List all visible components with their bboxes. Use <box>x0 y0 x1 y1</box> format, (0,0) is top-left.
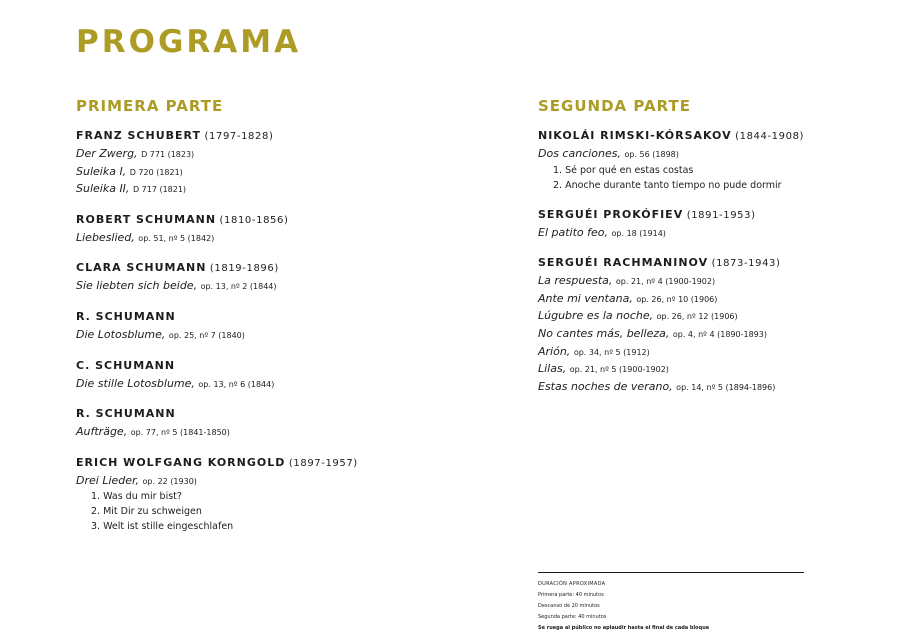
work-item <box>538 360 898 378</box>
composer-group <box>76 357 496 393</box>
song-item: 3. Welt ist stille eingeschlafen <box>91 521 234 533</box>
composer-years: (1819-1896) <box>209 263 279 275</box>
composer-line <box>76 357 496 375</box>
part-heading: SEGUNDA PARTE <box>538 97 691 115</box>
composer-group <box>76 454 496 535</box>
work-title: Arión, <box>538 344 571 358</box>
composer-name: R. SCHUMANN <box>76 309 176 323</box>
work-details: op. 21, nº 5 (1900-1902) <box>569 365 669 375</box>
work-title: Aufträge, <box>76 425 128 439</box>
work-title: Lilas, <box>538 362 567 376</box>
work-item <box>76 229 496 247</box>
duration-line: Descanso de 20 minutos <box>538 603 600 609</box>
composer-group <box>76 308 496 344</box>
composer-group <box>76 405 496 441</box>
composer-group <box>538 127 898 193</box>
work-title: Der Zwerg, <box>76 147 138 160</box>
song-item: 2. Anoche durante tanto tiempo no pude dormir <box>553 179 782 191</box>
work-title: Liebeslied, <box>76 230 135 244</box>
composer-line <box>538 254 898 272</box>
work-details: op. 34, nº 5 (1912) <box>573 347 650 357</box>
work-item <box>538 325 898 343</box>
composer-name: ERICH WOLFGANG KORNGOLD <box>76 455 286 469</box>
work-title: Estas noches de verano, <box>538 379 673 393</box>
applause-note: Se ruega al público no aplaudir hasta el final de cada bloque <box>538 625 710 631</box>
work-item <box>76 472 496 490</box>
composer-line <box>76 454 496 472</box>
work-item <box>76 163 496 181</box>
composer-years: (1797-1828) <box>204 131 274 142</box>
work-details: D 720 (1821) <box>129 167 183 177</box>
composer-list <box>76 127 496 534</box>
work-title: Die Lotosblume, <box>76 327 166 341</box>
composer-list <box>538 127 898 395</box>
work-item <box>76 375 496 393</box>
work-details: op. 4, nº 4 (1890-1893) <box>672 329 767 339</box>
composer-name: C. SCHUMANN <box>76 358 176 372</box>
composer-line <box>76 211 496 229</box>
duration-line: Segunda parte: 40 minutos <box>538 614 607 620</box>
composer-group <box>76 127 496 198</box>
composer-years: (1897-1957) <box>288 457 358 469</box>
composer-line <box>538 127 898 145</box>
composer-line <box>538 206 898 224</box>
work-item <box>538 343 898 361</box>
work-details: op. 26, nº 10 (1906) <box>636 294 718 304</box>
composer-name: SERGUÉI RACHMANINOV <box>538 256 709 270</box>
composer-group <box>538 206 898 242</box>
composer-years: (1810-1856) <box>219 214 289 226</box>
work-item <box>538 290 898 308</box>
work-item <box>538 272 898 290</box>
work-item <box>538 145 898 163</box>
composer-name: FRANZ SCHUBERT <box>76 129 202 142</box>
work-item <box>538 307 898 325</box>
work-details: op. 77, nº 5 (1841-1850) <box>130 428 230 438</box>
composer-line <box>76 308 496 326</box>
work-title: No cantes más, belleza, <box>538 326 670 340</box>
work-title: Sie liebten sich beide, <box>76 279 198 293</box>
footer-divider <box>538 572 804 573</box>
work-title: Die stille Lotosblume, <box>76 376 195 390</box>
composer-line <box>76 127 496 145</box>
song-item: 2. Mit Dir zu schweigen <box>91 506 202 518</box>
work-title: Dos canciones, <box>538 147 621 160</box>
work-item <box>538 378 898 396</box>
work-details: op. 25, nº 7 (1840) <box>168 330 245 340</box>
work-details: D 771 (1823) <box>141 150 195 159</box>
composer-name: ROBERT SCHUMANN <box>76 212 217 226</box>
work-item <box>76 277 496 295</box>
composer-group <box>76 211 496 247</box>
duration-heading: DURACIÓN APROXIMADA <box>538 581 606 587</box>
work-item <box>76 423 496 441</box>
work-details: op. 14, nº 5 (1894-1896) <box>676 382 776 392</box>
composer-line <box>76 259 496 277</box>
work-title: La respuesta, <box>538 274 613 288</box>
composer-group <box>76 259 496 295</box>
work-details: op. 22 (1930) <box>142 476 197 486</box>
work-item <box>76 326 496 344</box>
work-title: Suleika II, <box>76 182 130 196</box>
part-heading: PRIMERA PARTE <box>76 97 224 115</box>
work-title: Lúgubre es la noche, <box>538 309 654 323</box>
composer-line <box>76 405 496 423</box>
song-item: 1. Was du mir bist? <box>91 491 182 503</box>
duration-footer <box>538 579 838 634</box>
work-details: op. 13, nº 6 (1844) <box>198 379 275 389</box>
work-details: op. 13, nº 2 (1844) <box>200 282 277 292</box>
composer-name: SERGUÉI PROKÓFIEV <box>538 207 684 221</box>
composer-years: (1873-1943) <box>711 258 781 270</box>
work-title: Suleika I, <box>76 164 127 178</box>
work-item <box>538 224 898 242</box>
composer-group <box>538 254 898 395</box>
work-title: El patito feo, <box>538 225 609 239</box>
work-details: op. 18 (1914) <box>611 228 666 238</box>
work-item <box>76 145 496 163</box>
work-title: Ante mi ventana, <box>538 291 633 305</box>
work-details: op. 21, nº 4 (1900-1902) <box>615 277 716 287</box>
work-details: op. 56 (1898) <box>624 150 679 159</box>
composer-name: CLARA SCHUMANN <box>76 261 207 275</box>
composer-years: (1844-1908) <box>735 131 805 142</box>
work-title: Drei Lieder, <box>76 473 140 487</box>
composer-years: (1891-1953) <box>686 209 756 221</box>
duration-line: Primera parte: 40 minutos <box>538 592 604 598</box>
composer-name: NIKOLÁI RIMSKI-KÓRSAKOV <box>538 129 732 142</box>
work-item <box>76 180 496 198</box>
primera-parte-column <box>76 97 496 547</box>
page-title: PROGRAMA <box>76 24 302 60</box>
segunda-parte-column <box>538 97 898 408</box>
work-details: op. 26, nº 12 (1906) <box>656 312 738 322</box>
composer-name: R. SCHUMANN <box>76 407 176 421</box>
work-details: D 717 (1821) <box>132 185 187 195</box>
song-item: 1. Sé por qué en estas costas <box>553 164 694 176</box>
work-details: op. 51, nº 5 (1842) <box>138 233 215 243</box>
